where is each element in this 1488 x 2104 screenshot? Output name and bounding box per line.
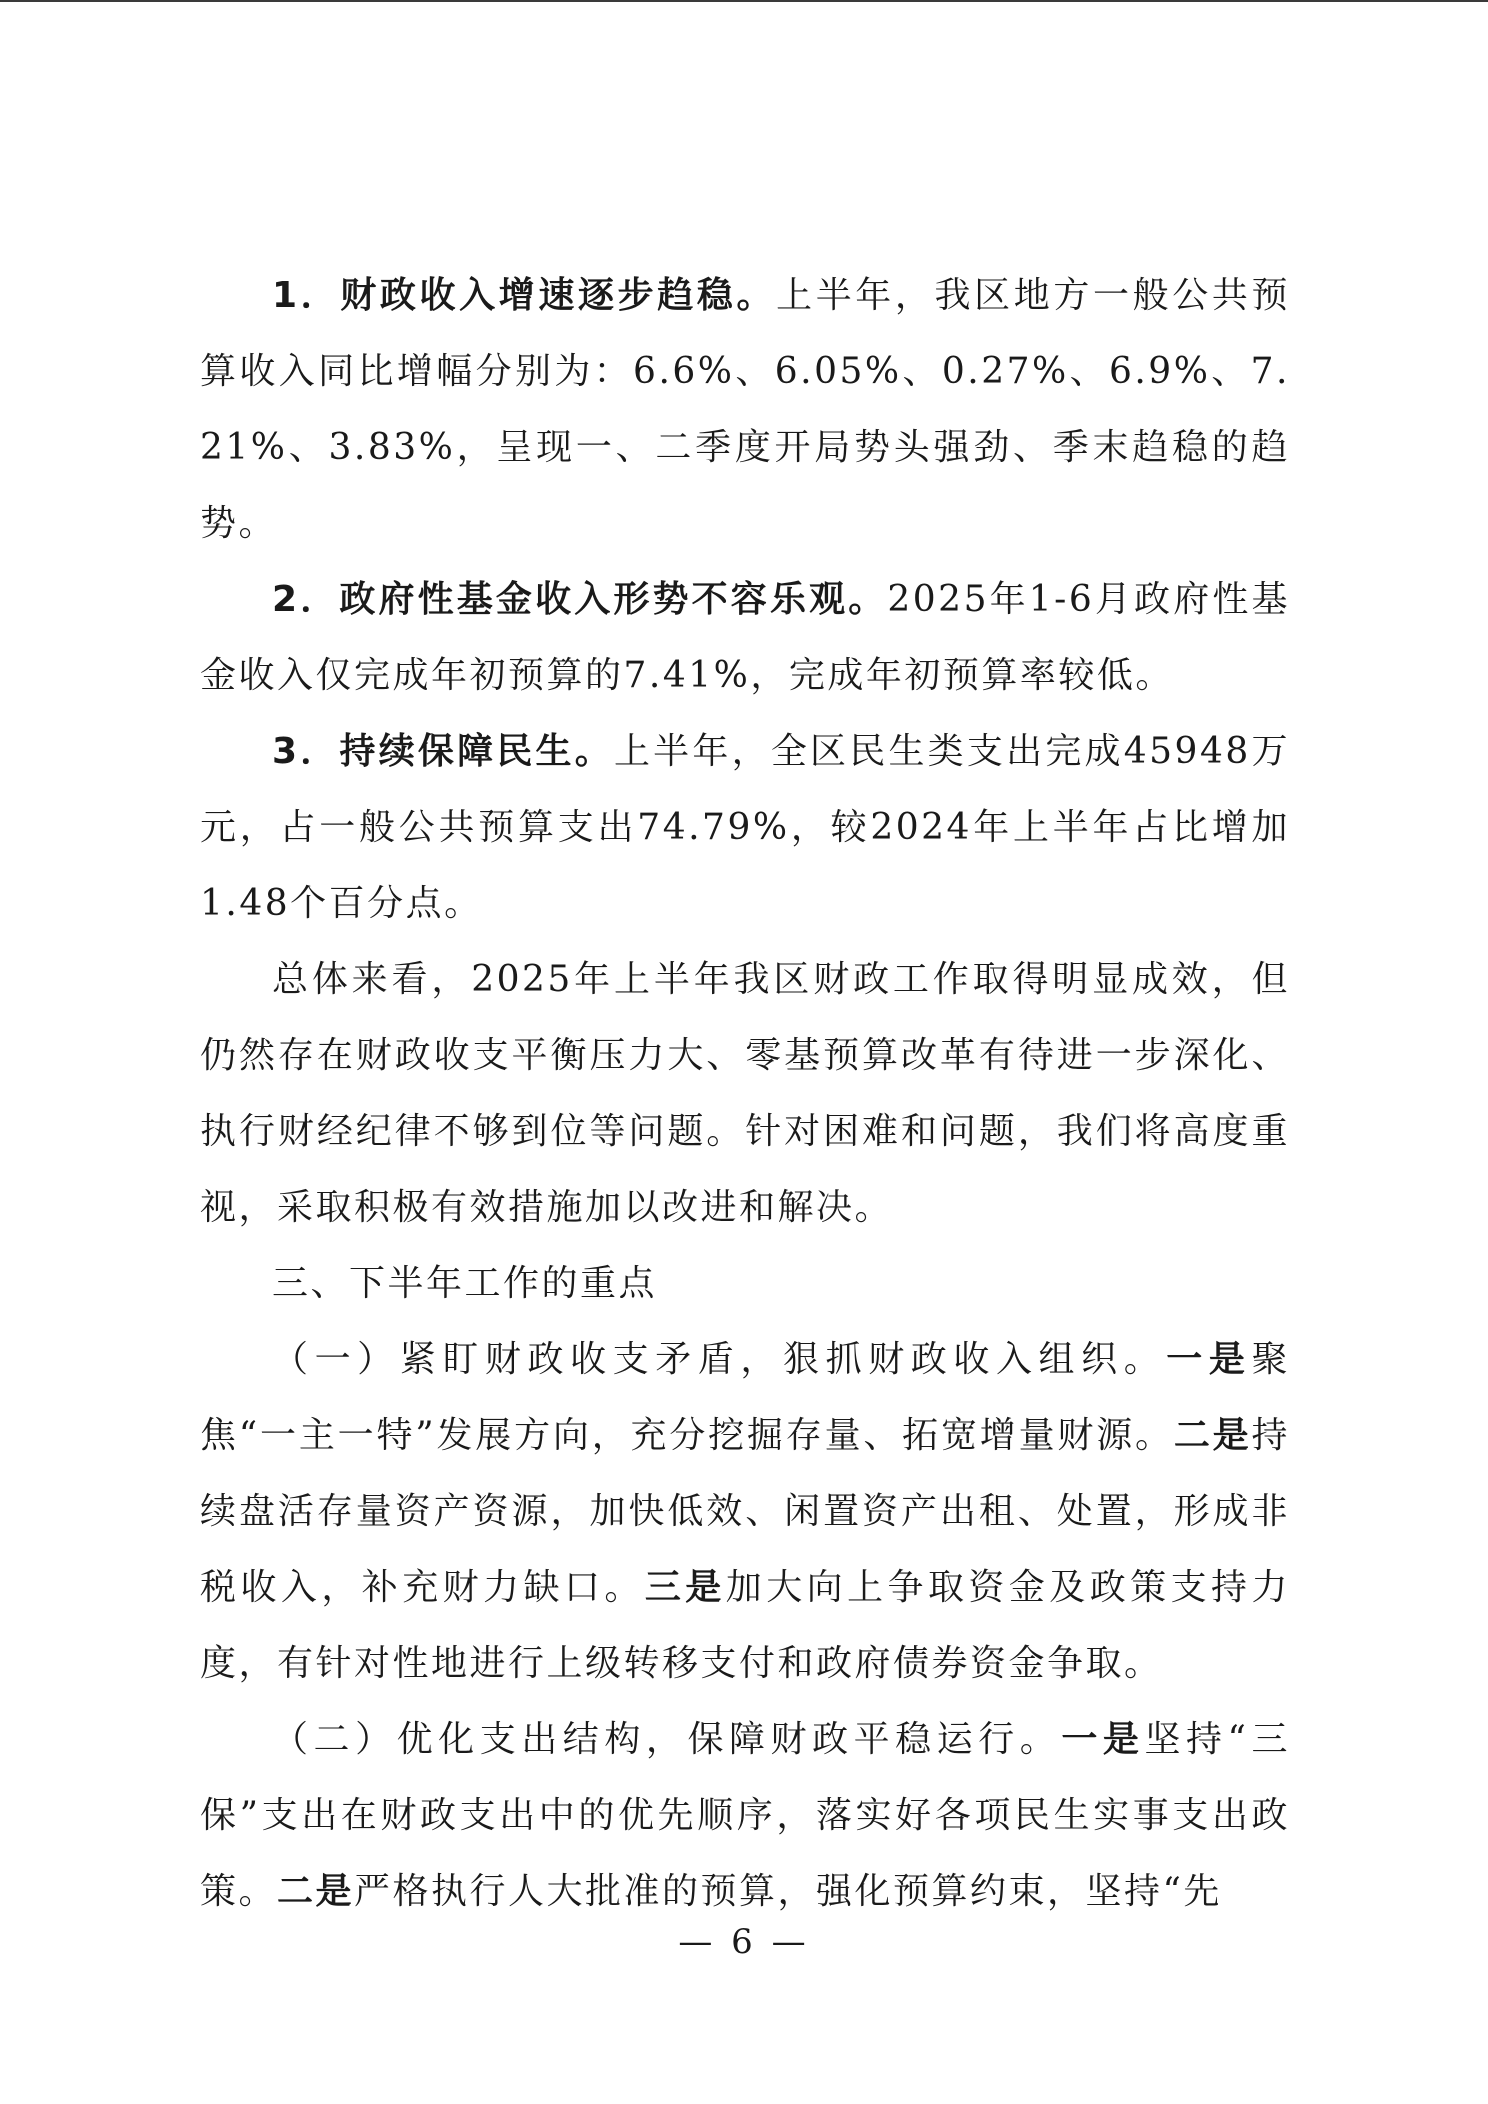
item-revenue-organization [200,1322,1290,1702]
item-intro: （一）紧盯财政收支矛盾，狠抓财政收入组织。 [272,1339,1167,1380]
item-marker: 一是 [1061,1719,1145,1760]
section-heading: 三、下半年工作的重点 [272,1263,658,1304]
item-text: 持续盘活存量资产资源，加快低效、闲置资产出租、处置，形成非税收入，补充财力缺口。 [200,1415,1290,1608]
paragraph-lead: 3．持续保障民生。 [272,731,614,772]
paragraph-livelihood [200,714,1290,942]
item-intro: （二）优化支出结构，保障财政平稳运行。 [272,1719,1062,1760]
paragraph-text: 总体来看，2025年上半年我区财政工作取得明显成效，但仍然存在财政收支平衡压力大、零基预算改革有待进一步深化、执行财经纪律不够到位等问题。针对困难和问题，我们将高度重视，采取积极有效措施加以改进和解决。 [200,959,1290,1228]
paragraph-text: 上半年，我区地方一般公共预算收入同比增幅分别为：6.6%、6.05%、0.27%、6.9%、7.21%、3.83%，呈现一、二季度开局势头强劲、季末趋稳的趋势。 [200,275,1290,544]
page-number: — 6 — [678,1922,810,1962]
page-top-edge [0,0,1488,2]
paragraph-text: 上半年，全区民生类支出完成45948万元，占一般公共预算支出74.79%，较2024年上半年占比增加1.48个百分点。 [200,731,1290,924]
item-text: 聚焦“一主一特”发展方向，充分挖掘存量、拓宽增量财源。 [200,1339,1290,1456]
item-marker: 二是 [277,1871,355,1912]
item-marker: 三是 [644,1567,726,1608]
paragraph-text: 2025年1-6月政府性基金收入仅完成年初预算的7.41%，完成年初预算率较低。 [200,579,1290,696]
paragraph-lead: 1．财政收入增速逐步趋稳。 [272,275,777,316]
item-text: 坚持“三保”支出在财政支出中的优先顺序，落实好各项民生实事支出政策。 [200,1719,1290,1912]
paragraph-fund-revenue [200,562,1290,714]
document-body [200,258,1290,1930]
item-marker: 一是 [1166,1339,1252,1380]
item-marker: 二是 [1173,1415,1252,1456]
paragraph-summary [200,942,1290,1246]
item-expenditure-structure [200,1702,1290,1930]
item-text: 加大向上争取资金及政策支持力度，有针对性地进行上级转移支付和政府债券资金争取。 [200,1567,1290,1684]
paragraph-lead: 2．政府性基金收入形势不容乐观。 [272,579,888,620]
paragraph-revenue-growth [200,258,1290,562]
item-text: 严格执行人大批准的预算，强化预算约束，坚持“先 [354,1871,1222,1912]
